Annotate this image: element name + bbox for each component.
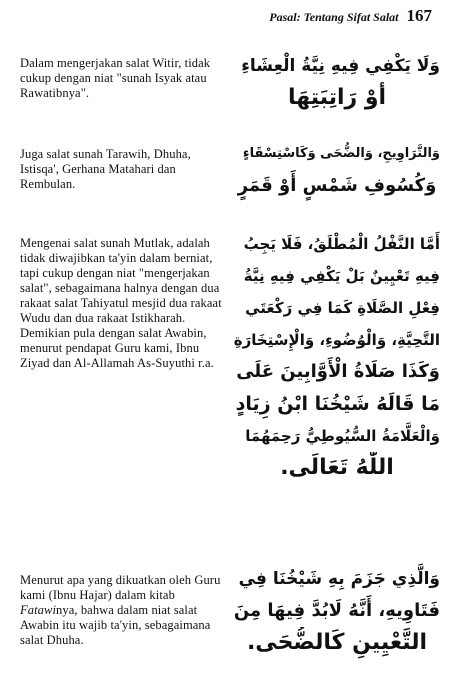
- page-header: [269, 6, 432, 26]
- translation-text: nya, bahwa dalam niat salat Awabin itu wajib ta'yin, sebagaimana salat Dhuha.: [20, 603, 211, 647]
- arabic-line: مَا قَالَهُ شَيْخُنَا ابْنُ زِيَادٍ: [235, 393, 440, 415]
- page-number: 167: [406, 6, 432, 25]
- translation-paragraph-3: Mengenai salat sunah Mutlak, adalah tidak diwajibkan ta'yin dalam berniat, tapi cukup dengan niat "mengerjakan salat", sebagaimana halnya dengan dua rakaat salat Tahiyatul mesjid dua rakaat Wudu dan dua rakaat Istikharah. Demikian pula dengan salat Awabin, menurut pendapat Guru kami, Ibnu Ziyad dan Al-Allamah As-Suyuthi r.a.: [20, 236, 222, 370]
- arabic-passage-3: [234, 228, 440, 484]
- arabic-passage-2: [234, 138, 440, 202]
- arabic-line: أَمَّا النَّفْلُ الْمُطْلَقُ، فَلَا يَجِبُ: [243, 235, 440, 253]
- arabic-line: وَكَذَا صَلَاةُ الْأَوَّابِينَ عَلَى: [236, 361, 440, 382]
- arabic-line: اللّٰهُ تَعَالَى.: [280, 455, 394, 480]
- translation-paragraph-1: Dalam mengerjakan salat Witir, tidak cukup dengan niat "sunah Isyak atau Rawatibnya".: [20, 56, 211, 100]
- arabic-line: أَوْ رَاتِبَتِهَا: [287, 85, 387, 110]
- arabic-line: التَّحِيَّةِ، وَالْوُضُوءِ، وَالْإِسْتِخَارَةِ: [234, 331, 440, 349]
- arabic-line: وَكُسُوفِ شَمْسٍ أَوْ قَمَرٍ: [237, 175, 437, 196]
- arabic-line: وَالَّذِي جَزَمَ بِهِ شَيْخُنَا فِي: [238, 569, 440, 589]
- arabic-line: فِيهِ تَعْيِينٌ بَلْ يَكْفِي فِيهِ نِيَّةُ: [243, 267, 440, 285]
- arabic-line: وَالْعَلَّامَةُ السُّيُوطِيُّ رَحِمَهُمَا: [245, 427, 440, 445]
- arabic-line: التَّعْيِينِ كَالضُّحَى.: [246, 630, 428, 655]
- translation-paragraph-4: [20, 573, 225, 648]
- translation-paragraph-2: Juga salat sunah Tarawih, Dhuha, Istisqa', Gerhana Matahari dan Rembulan.: [20, 147, 191, 191]
- arabic-line: فَتَاوِيهِ، أَنَّهُ لَابُدَّ فِيهَا مِنَ: [234, 600, 440, 621]
- translation-text: Menurut apa yang dikuatkan oleh Guru kami (Ibnu Hajar) dalam kitab: [20, 573, 221, 602]
- arabic-passage-4: [234, 563, 440, 659]
- chapter-title: Pasal: Tentang Sifat Salat: [269, 10, 399, 24]
- book-title: Fatawi: [20, 603, 57, 617]
- arabic-line: وَلَا يَكْفِي فِيهِ نِيَّةُ الْعِشَاءِ: [241, 56, 440, 76]
- arabic-passage-1: [234, 50, 440, 114]
- arabic-line: وَالتَّرَاوِيحِ، وَالضُّحَى وَكَاسْتِسْقَاءٍ: [242, 146, 440, 161]
- arabic-line: فِعْلِ الصَّلَاةِ كَمَا فِي رَكْعَتَي: [245, 299, 440, 317]
